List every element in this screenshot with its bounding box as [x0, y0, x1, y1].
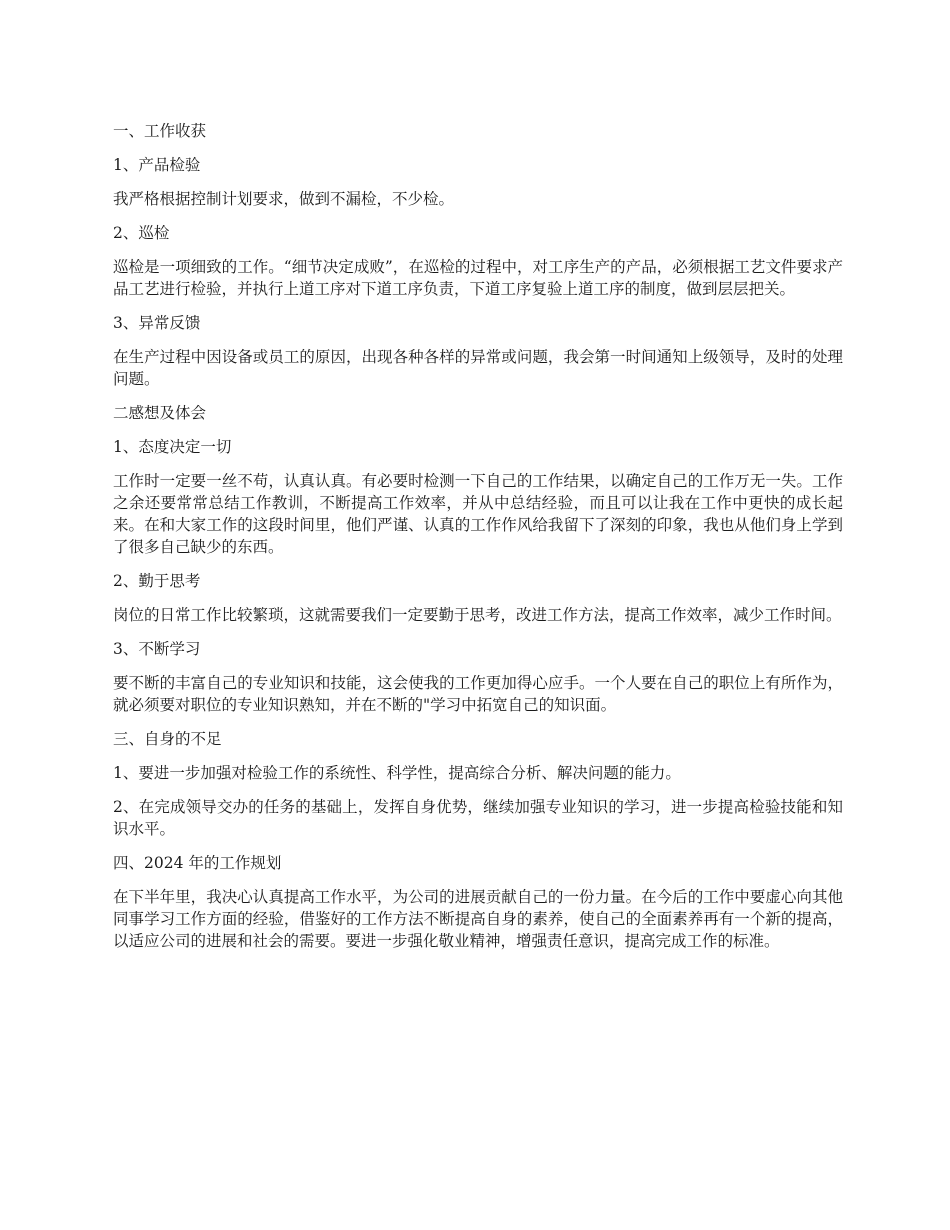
section-heading-shortcomings: 三、自身的不足: [113, 730, 222, 748]
paragraph: 巡检是一项细致的工作。“细节决定成败”，在巡检的过程中，对工序生产的产品，必须根据工艺文件要求产品工艺进行检验，并执行上道工序对下道工序负责，下道工序复验上道工序的制度，做到层层把关。: [113, 258, 843, 298]
paragraph: 1、要进一步加强对检验工作的系统性、科学性，提高综合分析、解决问题的能力。: [113, 764, 681, 782]
subheading-product-inspection: 1、产品检验: [113, 156, 201, 174]
section-heading-work-gains: 一、工作收获: [113, 122, 207, 140]
paragraph: 2、在完成领导交办的任务的基础上，发挥自身优势，继续加强专业知识的学习，进一步提高检验技能和知识水平。: [113, 798, 843, 838]
paragraph: 在下半年里，我决心认真提高工作水平，为公司的进展贡献自己的一份力量。在今后的工作中要虚心向其他同事学习工作方面的经验，借鉴好的工作方法不断提高自身的素养，使自己的全面素养再有一个新的提高，以适应公司的进展和社会的需要。要进一步强化敬业精神，增强责任意识，提高完成工作的标准。: [113, 888, 843, 950]
section-heading-work-plan: 四、2024 年的工作规划: [113, 854, 282, 872]
paragraph: 在生产过程中因设备或员工的原因，出现各种各样的异常或问题，我会第一时间通知上级领导，及时的处理问题。: [113, 348, 843, 388]
paragraph: 要不断的丰富自己的专业知识和技能，这会使我的工作更加得心应手。一个人要在自己的职位上有所作为，就必须要对职位的专业知识熟知，并在不断的"学习中拓宽自己的知识面。: [113, 674, 843, 714]
paragraph: 我严格根据控制计划要求，做到不漏检，不少检。: [113, 190, 455, 208]
document-page: [113, 120, 843, 964]
subheading-diligent-thinking: 2、勤于思考: [113, 572, 201, 590]
subheading-continuous-learning: 3、不断学习: [113, 640, 201, 658]
paragraph: 工作时一定要一丝不苟，认真认真。有必要时检测一下自己的工作结果，以确定自己的工作万无一失。工作之余还要常常总结工作教训，不断提高工作效率，并从中总结经验，而且可以让我在工作中更快的成长起来。在和大家工作的这段时间里，他们严谨、认真的工作作风给我留下了深刻的印象，我也从他们身上学到了很多自己缺少的东西。: [113, 472, 843, 556]
section-heading-reflections: 二感想及体会: [113, 404, 207, 422]
subheading-anomaly-feedback: 3、异常反馈: [113, 314, 201, 332]
subheading-patrol-inspection: 2、巡检: [113, 224, 170, 242]
paragraph: 岗位的日常工作比较繁琐，这就需要我们一定要勤于思考，改进工作方法，提高工作效率，减少工作时间。: [113, 606, 842, 624]
subheading-attitude: 1、态度决定一切: [113, 438, 232, 456]
